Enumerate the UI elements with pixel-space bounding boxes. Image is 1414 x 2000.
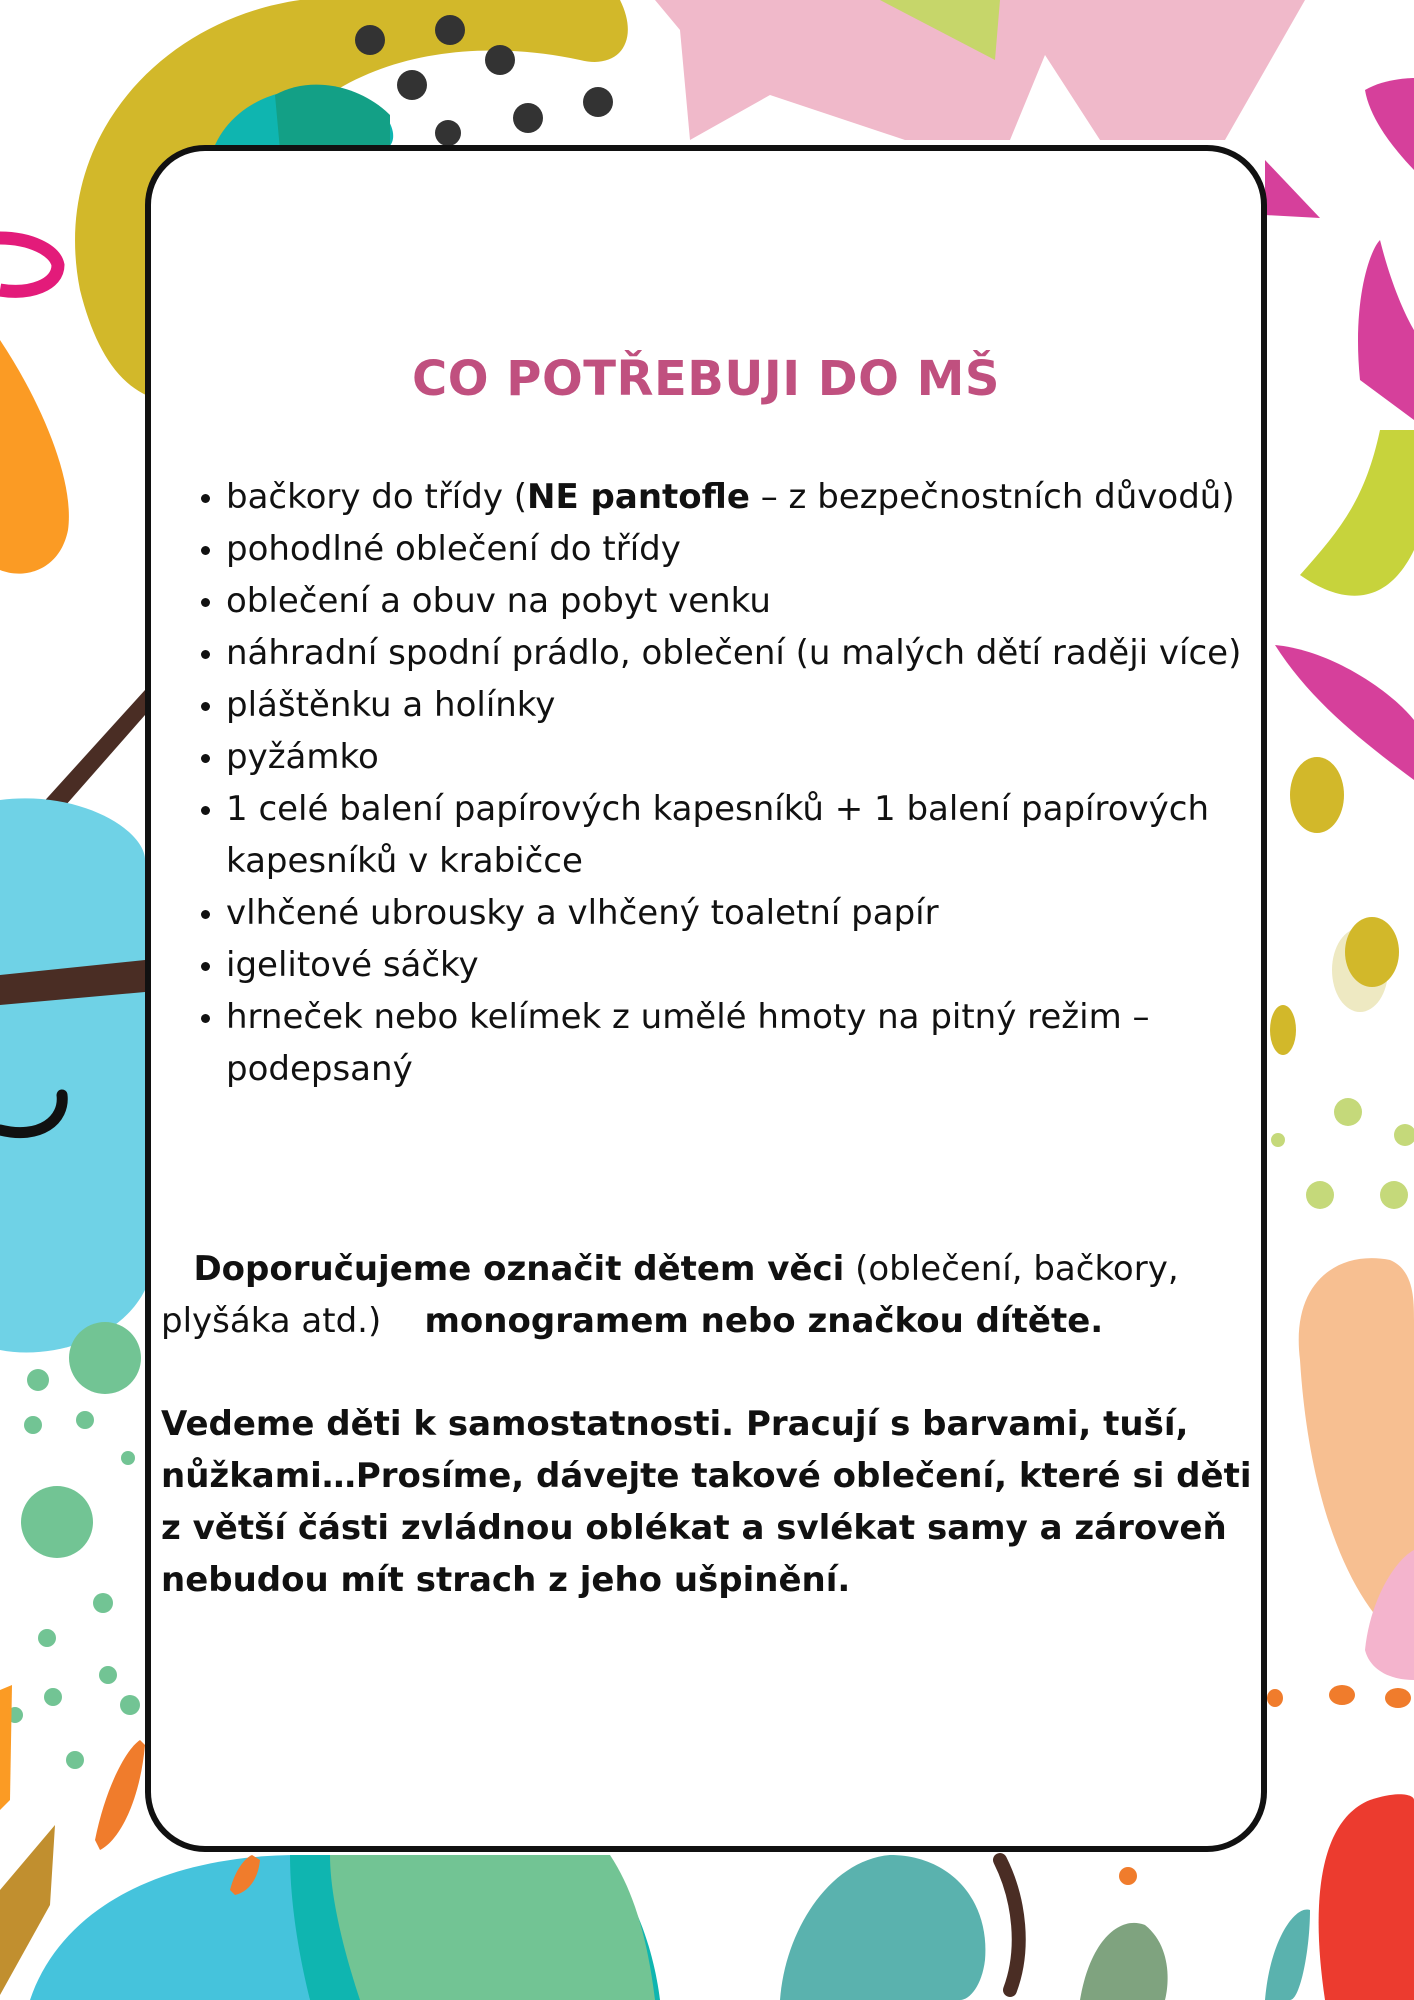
list-item: • hrneček nebo kelímek z umělé hmoty na pitný režim – podepsaný (226, 991, 1251, 1095)
orange-dot-bottom (1119, 1867, 1137, 1885)
brown-curve-bottom (1000, 1860, 1019, 1990)
recommendation-normal: (oblečení, bačkory, plyšáka atd.) (161, 1249, 1179, 1341)
green-circle-left (21, 1486, 93, 1558)
list-item: • oblečení a obuv na pobyt venku (226, 575, 1251, 627)
dot (583, 87, 613, 117)
dot (397, 70, 427, 100)
teal-blob-bottom-right (1265, 1910, 1310, 2000)
green-blob-top (275, 85, 390, 150)
checklist (181, 471, 1251, 1095)
recommendation-paragraph (161, 1243, 1256, 1347)
mustard-dot-right-small (1270, 1005, 1296, 1055)
green-blob-bottom (330, 1855, 655, 2000)
green-dot (1394, 1124, 1414, 1146)
orange-dot-right (1267, 1689, 1283, 1707)
green-dot-left (93, 1593, 113, 1613)
magenta-shape-right-top (1365, 78, 1414, 170)
green-dot (1334, 1098, 1362, 1126)
orange-blob-left (0, 340, 69, 574)
orange-dot-right (1385, 1688, 1411, 1708)
sky-blob-left (0, 798, 145, 1352)
item-text: bačkory do třídy ( (226, 477, 528, 517)
lime-shape-right (1300, 430, 1414, 596)
magenta-shape-right-mid (1275, 645, 1414, 780)
dot (485, 45, 515, 75)
list-item: • pláštěnku a holínky (226, 679, 1251, 731)
green-dot-left (27, 1369, 49, 1391)
orange-dot-right (1329, 1685, 1355, 1705)
dot (513, 103, 543, 133)
green-dot (1271, 1133, 1285, 1147)
list-item: • vlhčené ubrousky a vlhčený toaletní papír (226, 887, 1251, 939)
green-dot-left (120, 1695, 140, 1715)
recommendation-bold-end: monogramem nebo značkou dítěte. (424, 1301, 1104, 1341)
orange-sliver-left (0, 1685, 12, 1810)
info-card (145, 145, 1267, 1852)
green-dot-left (76, 1411, 94, 1429)
red-blob-right (1319, 1794, 1414, 2000)
list-item: • pohodlné oblečení do třídy (226, 523, 1251, 575)
dot (435, 15, 465, 45)
grey-green-blob-bottom-right (1080, 1923, 1168, 2000)
green-dot-left (24, 1416, 42, 1434)
green-dot (1306, 1181, 1334, 1209)
item-text: – z bezpečnostních důvodů) (749, 477, 1235, 517)
green-dot-left (121, 1451, 135, 1465)
magenta-shape-right (1358, 240, 1414, 420)
green-circle-left (69, 1322, 141, 1394)
dot (355, 25, 385, 55)
green-dot-left (44, 1688, 62, 1706)
green-dot (1380, 1181, 1408, 1209)
list-item (226, 471, 1251, 523)
mustard-dot-right (1290, 757, 1344, 833)
list-item: • náhradní spodní prádlo, oblečení (u malých dětí raději více) (226, 627, 1251, 679)
green-dot-left (38, 1629, 56, 1647)
green-dot-left (99, 1666, 117, 1684)
page-title: CO POTŘEBUJI DO MŠ (412, 351, 1000, 407)
list-item: • igelitové sáčky (226, 939, 1251, 991)
recommendation-bold-start: Doporučujeme označit dětem věci (193, 1249, 845, 1289)
magenta-triangle-right (1265, 160, 1320, 218)
green-dot-left (66, 1751, 84, 1769)
mustard-dot-right (1345, 917, 1399, 987)
orange-leaf-left (95, 1740, 145, 1850)
teal-blob-bottom-mid (780, 1855, 985, 2000)
independence-paragraph: Vedeme děti k samostatnosti. Pracují s barvami, tuší, nůžkami…Prosíme, dávejte takové oblečení, které si děti z větší části zvládnou oblékat a svlékat samy a zároveň nebudou mít strach z jeho ušpinění. (161, 1404, 1252, 1600)
list-item: • pyžámko (226, 731, 1251, 783)
sky-blob-bottom (30, 1855, 310, 2000)
list-item: • 1 celé balení papírových kapesníků + 1 balení papírových kapesníků v krabičce (226, 783, 1251, 887)
item-bold-text: NE pantofle (527, 477, 750, 517)
pink-ring-left (0, 238, 58, 291)
dot (435, 120, 461, 146)
